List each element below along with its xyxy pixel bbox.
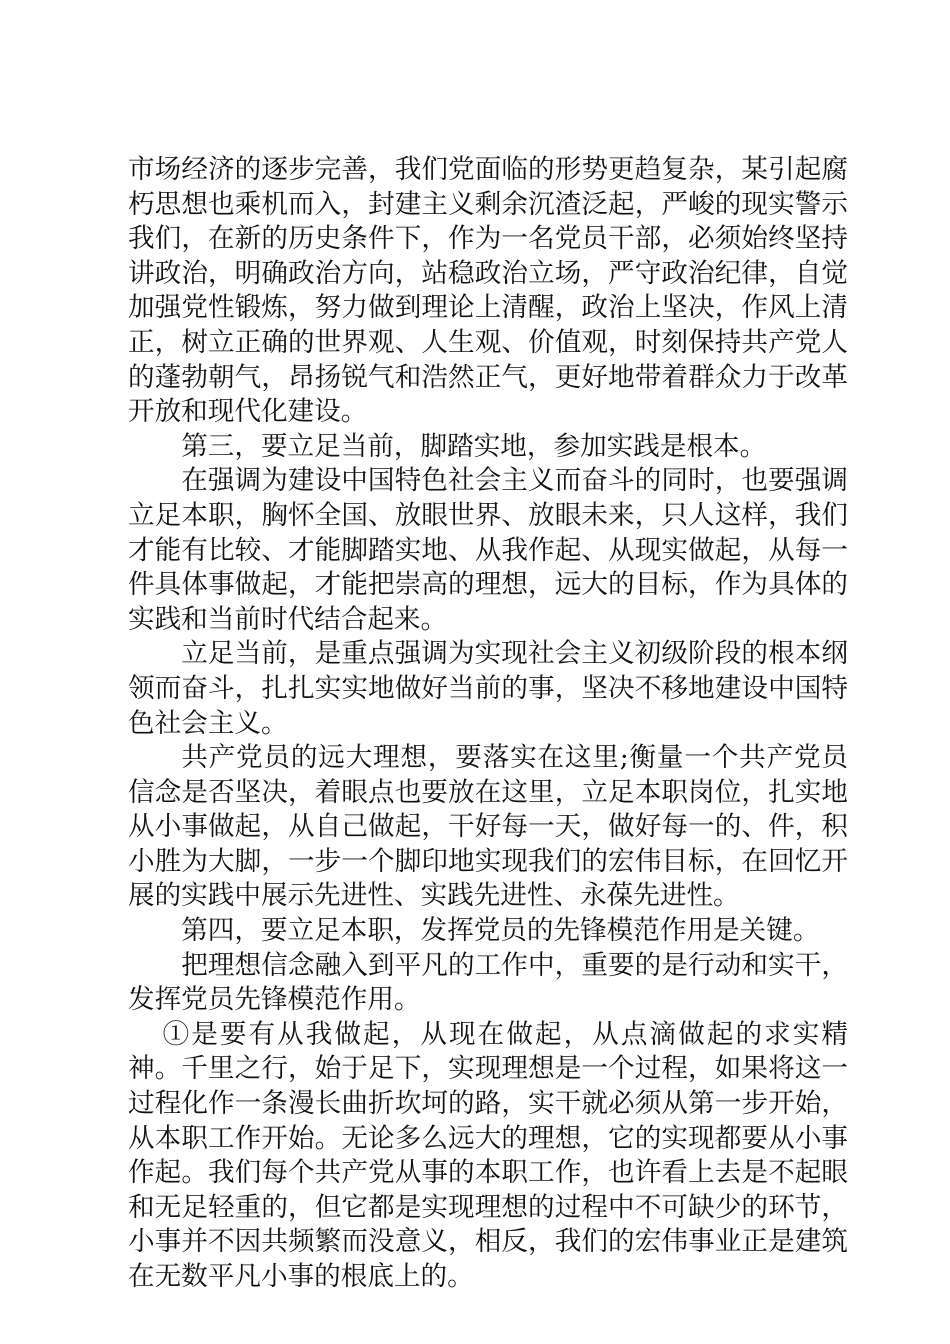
paragraph: 在强调为建设中国特色社会主义而奋斗的同时，也要强调立足本职，胸怀全国、放眼世界、放眼未来，只人这样，我们才能有比较、才能脚踏实地、从我作起、从现实做起，从每一件具体事做起，才能把崇高的理想，远大的目标，作为具体的实践和当前时代结合起来。 (128, 465, 848, 635)
paragraph: 把理想信念融入到平凡的工作中，重要的是行动和实干，发挥党员先锋模范作用。 (128, 949, 848, 1016)
paragraph-heading-fourth-point: 第四，要立足本职，发挥党员的先锋模范作用是关键。 (181, 915, 820, 947)
paragraph-heading-third-point: 第三，要立足当前，脚踏实地，参加实践是根本。 (181, 430, 767, 462)
paragraph: 共产党员的远大理想，要落实在这里;衡量一个共产党员信念是否坚决，着眼点也要放在这里，立足本职岗位，扎实地从小事做起，从自己做起，干好每一天，做好每一的、件，积小胜为大脚，一步一个脚印地实现我们的宏伟目标，在回忆开展的实践中展示先进性、实践先进性、永葆先进性。 (128, 742, 848, 912)
paragraph-continuation: 市场经济的逐步完善，我们党面临的形势更趋复杂，某引起腐朽思想也乘机而入，封建主义剩余沉渣泛起，严峻的现实警示我们，在新的历史条件下，作为一名党员干部，必须始终坚持讲政治，明确政治方向，站稳政治立场，严守政治纪律，自觉加强党性锻炼，努力做到理论上清醒，政治上坚决，作风上清正，树立正确的世界观、人生观、价值观，时刻保持共产党人的蓬勃朝气，昂扬锐气和浩然正气，更好地带着群众力于改革开放和现代化建设。 (128, 154, 848, 428)
paragraph-numbered-item: ①是要有从我做起，从现在做起，从点滴做起的求实精神。千里之行，始于足下，实现理想是一个过程，如果将这一过程化作一条漫长曲折坎坷的路，实干就必须从第一步开始，从本职工作开始。无论多么远大的理想，它的实现都要从小事作起。我们每个共产党从事的本职工作，也许看上去是不起眼和无足轻重的，但它都是实现理想的过程中不可缺少的环节，小事并不因共频繁而没意义，相反，我们的宏伟事业正是建筑在无数平凡小事的根底上的。 (128, 1018, 848, 1292)
paragraph: 立足当前，是重点强调为实现社会主义初级阶段的根本纲领而奋斗，扎扎实实地做好当前的事，坚决不移地建设中国特色社会主义。 (128, 638, 848, 739)
document-body (128, 153, 848, 1295)
